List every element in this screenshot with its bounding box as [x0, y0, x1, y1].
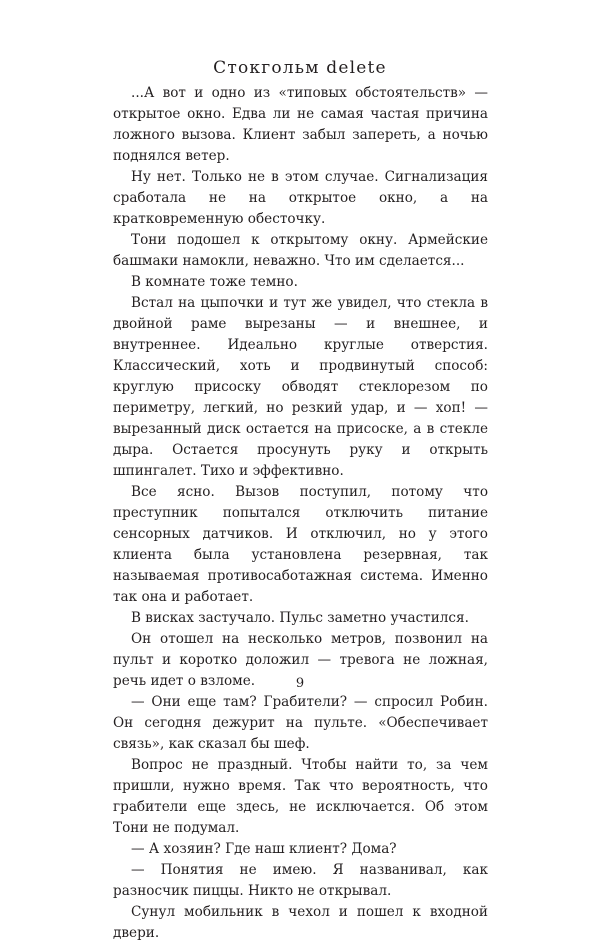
paragraph: ...А вот и одно из «типовых обстоятельств» — открытое окно. Едва ли не самая частая причина ложного вызова. Клиент забыл запереть, а ночью поднялся ветер. — [113, 85, 488, 164]
paragraph: В комнате тоже темно. — [131, 274, 298, 290]
paragraph: Ну нет. Только не в этом случае. Сигнализация сработала не на открытое окно, а на кратковременную обесточку. — [113, 169, 488, 227]
paragraph: Все ясно. Вызов поступил, потому что преступник попытался отключить питание сенсорных датчиков. И отключил, но у этого клиента была установлена резервная, так называемая противосаботажная система. Именно так она и работает. — [113, 484, 488, 605]
paragraph: — Они еще там? Грабители? — спросил Робин. Он сегодня дежурит на пульте. «Обеспечивает связь», как сказал бы шеф. — [113, 694, 488, 752]
paragraph: Встал на цыпочки и тут же увидел, что стекла в двойной раме вырезаны — и внешнее, и внутреннее. Идеально круглые отверстия. Классический, хоть и продвинутый способ: круглую присоску обводят стеклорезом по периметру, легкий, но резкий удар, и — хоп! — вырезанный диск остается на присоске, а в стекле дыра. Остается просунуть руку и открыть шпингалет. Тихо и эффективно. — [113, 295, 488, 479]
paragraph: — Понятия не имею. Я названивал, как разносчик пиццы. Никто не открывал. — [113, 862, 488, 899]
paragraph: Он отошел на несколько метров, позвонил на пульт и коротко доложил — тревога не ложная, речь идет о взломе. — [113, 631, 488, 689]
running-title: Стокгольм delete — [213, 58, 387, 78]
paragraph: Вопрос не праздный. Чтобы найти то, за чем пришли, нужно время. Так что вероятность, что грабители еще здесь, не исключается. Об этом Тони не подумал. — [113, 757, 488, 836]
paragraph: Тони подошел к открытому окну. Армейские башмаки намокли, неважно. Что им сделается... — [113, 232, 488, 269]
page-number: 9 — [295, 676, 305, 691]
paragraph: — А хозяин? Где наш клиент? Дома? — [131, 841, 397, 857]
body-text — [113, 83, 488, 944]
paragraph: В висках застучало. Пульс заметно участился. — [131, 610, 469, 626]
paragraph: Сунул мобильник в чехол и пошел к входной двери. — [113, 904, 488, 941]
